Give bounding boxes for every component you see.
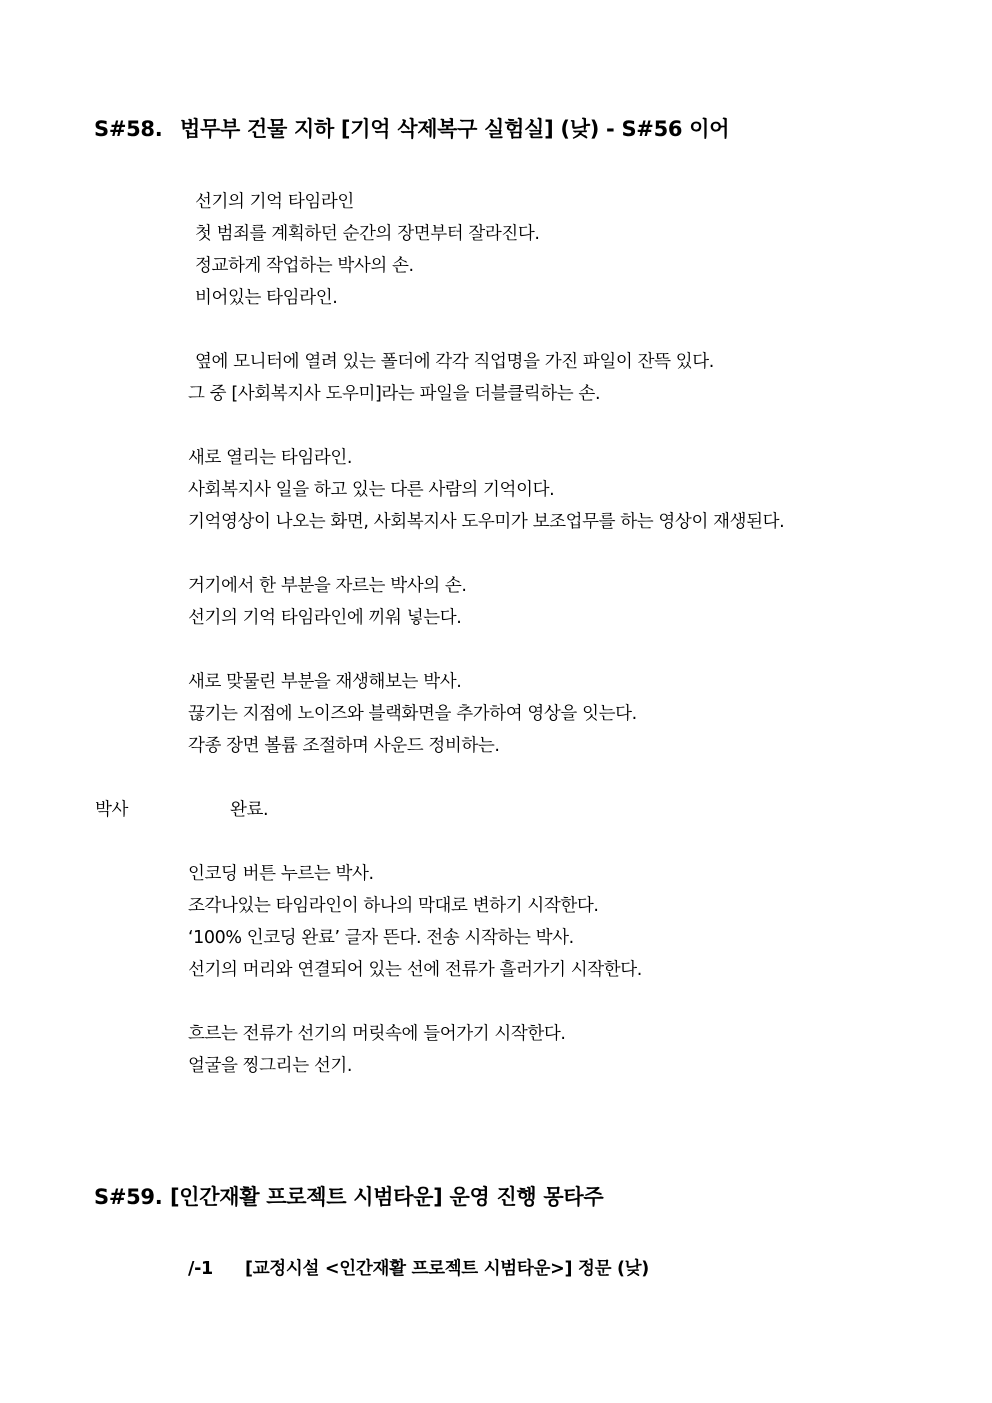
scene-number: S#59. (94, 1185, 163, 1209)
action-line: 사회복지사 일을 하고 있는 다른 사람의 기억이다. (188, 480, 555, 500)
action-line: 선기의 머리와 연결되어 있는 선에 전류가 흘러가기 시작한다. (188, 960, 642, 980)
subscene-heading: [교정시설 <인간재활 프로젝트 시범타운>] 정문 (낮) (245, 1259, 649, 1279)
action-line: 얼굴을 찡그리는 선기. (188, 1056, 353, 1076)
subscene-number: /-1 (188, 1259, 213, 1279)
scene-heading: [인간재활 프로젝트 시범타운] 운영 진행 몽타주 (170, 1185, 604, 1209)
action-line: 비어있는 타임라인. (195, 288, 338, 308)
action-line: 거기에서 한 부분을 자르는 박사의 손. (188, 576, 467, 596)
action-line: 인코딩 버튼 누르는 박사. (188, 864, 374, 884)
action-line: 끊기는 지점에 노이즈와 블랙화면을 추가하여 영상을 잇는다. (188, 704, 637, 724)
action-line: 정교하게 작업하는 박사의 손. (195, 256, 414, 276)
action-line: 기억영상이 나오는 화면, 사회복지사 도우미가 보조업무를 하는 영상이 재생된다. (188, 512, 785, 532)
action-line: 선기의 기억 타임라인에 끼워 넣는다. (188, 608, 462, 628)
scene-number: S#58. (94, 117, 163, 141)
scene-heading: 법무부 건물 지하 [기억 삭제복구 실험실] (낮) - S#56 이어 (180, 117, 730, 141)
action-line: 첫 범죄를 계획하던 순간의 장면부터 잘라진다. (195, 224, 540, 244)
action-line: 새로 열리는 타임라인. (188, 448, 353, 468)
action-line: 각종 장면 볼륨 조절하며 사운드 정비하는. (188, 736, 500, 756)
action-line: ‘100% 인코딩 완료’ 글자 뜬다. 전송 시작하는 박사. (188, 928, 574, 948)
action-line: 조각나있는 타임라인이 하나의 막대로 변하기 시작한다. (188, 896, 599, 916)
action-line: 흐르는 전류가 선기의 머릿속에 들어가기 시작한다. (188, 1024, 566, 1044)
action-line: 옆에 모니터에 열려 있는 폴더에 각각 직업명을 가진 파일이 잔뜩 있다. (195, 352, 714, 372)
dialogue-line: 완료. (230, 800, 269, 820)
action-line: 그 중 [사회복지사 도우미]라는 파일을 더블클릭하는 손. (188, 384, 601, 404)
dialogue-speaker: 박사 (95, 800, 129, 820)
action-line: 선기의 기억 타임라인 (195, 192, 354, 212)
action-line: 새로 맞물린 부분을 재생해보는 박사. (188, 672, 462, 692)
